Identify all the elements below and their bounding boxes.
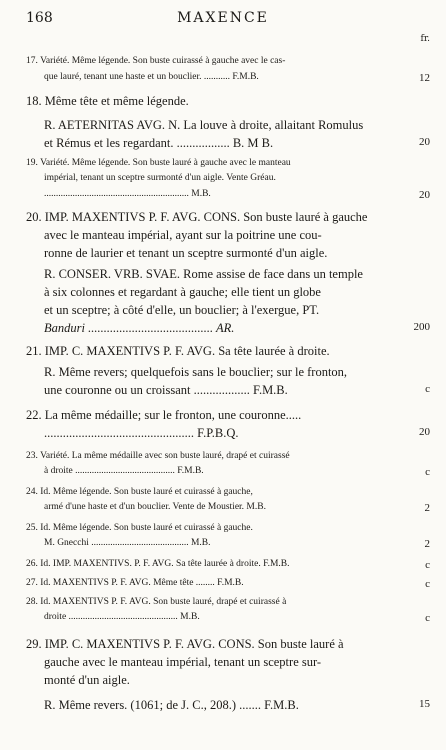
entry-20-line-7: Banduri ........................................ AR. <box>44 321 235 335</box>
entry-25-price: 2 <box>424 538 430 550</box>
entry-29-line-3: monté d'un aigle. <box>44 673 130 687</box>
entry-27-price: c <box>425 578 430 590</box>
entry-28-price: c <box>425 612 430 624</box>
entry-19-price: 20 <box>419 189 430 201</box>
entry-18-price: 20 <box>419 136 430 148</box>
entry-29-line-1: 29. IMP. C. MAXENTIVS P. F. AVG. CONS. Son buste lauré à <box>26 637 344 651</box>
entry-19-line-2: impérial, tenant un sceptre surmonté d'un aigle. Vente Gréau. <box>44 173 276 183</box>
entry-23-price: c <box>425 466 430 478</box>
entry-20-line-4: R. CONSER. VRB. SVAE. Rome assise de face dans un temple <box>44 267 363 281</box>
entry-21-price: c <box>425 383 430 395</box>
entry-18-line-1: 18. Même tête et même légende. <box>26 94 189 108</box>
entry-28-line-1: 28. Id. MAXENTIVS P. F. AVG. Son buste lauré, drapé et cuirassé à <box>26 597 287 607</box>
entry-17-line-2: que lauré, tenant une haste et un bouclier. ........... F.M.B. <box>44 72 259 82</box>
entry-26-price: c <box>425 559 430 571</box>
entry-28-line-2: droite .............................................. M.B. <box>44 612 200 622</box>
entry-25-line-1: 25. Id. Même légende. Son buste lauré et cuirassé à gauche. <box>26 523 253 533</box>
entry-18-line-3: et Rémus et les regardant. ................. B. M B. <box>44 136 274 150</box>
entry-23-line-1: 23. Variété. La même médaille avec son buste lauré, drapé et cuirassé <box>26 451 290 461</box>
entry-24-line-1: 24. Id. Même légende. Son buste lauré et cuirassé à gauche, <box>26 487 253 497</box>
entry-21-line-2: R. Même revers; quelquefois sans le bouclier; sur le fronton, <box>44 365 348 379</box>
entry-19-line-3: ............................................................. M.B. <box>44 189 211 199</box>
running-title: MAXENCE <box>177 10 269 26</box>
entry-24-price: 2 <box>424 502 430 514</box>
entry-20-price: 200 <box>413 321 430 333</box>
entry-21-line-3: une couronne ou un croissant .................. F.M.B. <box>44 383 288 397</box>
entry-20-line-2: avec le manteau impérial, ayant sur la poitrine une cou- <box>44 228 322 242</box>
entry-21-line-1: 21. IMP. C. MAXENTIVS P. F. AVG. Sa tête laurée à droite. <box>26 344 330 358</box>
entry-24-line-2: armé d'une haste et d'un bouclier. Vente de Moustier. M.B. <box>44 502 266 512</box>
entry-25-line-2: M. Gnecchi ......................................... M.B. <box>44 538 211 548</box>
entry-23-line-2: à droite .......................................... F.M.B. <box>44 466 204 476</box>
entry-22-price: 20 <box>419 426 430 438</box>
entry-26-line-1: 26. Id. IMP. MAXENTIVS. P. F. AVG. Sa tête laurée à droite. F.M.B. <box>26 559 290 569</box>
entry-22-line-1: 22. La même médaille; sur le fronton, une couronne..... <box>26 408 302 422</box>
entry-20-line-3: ronne de laurier et tenant un sceptre surmonté d'un aigle. <box>44 246 328 260</box>
price-column-label: fr. <box>420 34 430 44</box>
entry-19-line-1: 19. Variété. Même légende. Son buste lauré à gauche avec le manteau <box>26 158 291 168</box>
entry-29-price: 15 <box>419 698 430 710</box>
entry-17-line-1: 17. Variété. Même légende. Son buste cuirassé à gauche avec le cas- <box>26 56 286 66</box>
entry-18-line-2: R. AETERNITAS AVG. N. La louve à droite, allaitant Romulus <box>44 118 364 132</box>
entry-27-line-1: 27. Id. MAXENTIVS P. F. AVG. Même tête ........ F.M.B. <box>26 578 244 588</box>
page-header <box>0 8 446 30</box>
entry-20-line-6: et un sceptre; à côté d'elle, un bouclier; à l'exergue, PT. <box>44 303 320 317</box>
page-number: 168 <box>26 10 53 26</box>
entry-29-line-4: R. Même revers. (1061; de J. C., 208.) ....... F.M.B. <box>44 698 299 712</box>
entry-22-line-2: ................................................ F.P.B.Q. <box>44 426 239 440</box>
entry-20-line-1: 20. IMP. MAXENTIVS P. F. AVG. CONS. Son buste lauré à gauche <box>26 210 368 224</box>
entry-17-price: 12 <box>419 72 430 84</box>
entry-29-line-2: gauche avec le manteau impérial, tenant un sceptre sur- <box>44 655 322 669</box>
entry-20-line-5: à six colonnes et regardant à gauche; elle tient un globe <box>44 285 321 299</box>
